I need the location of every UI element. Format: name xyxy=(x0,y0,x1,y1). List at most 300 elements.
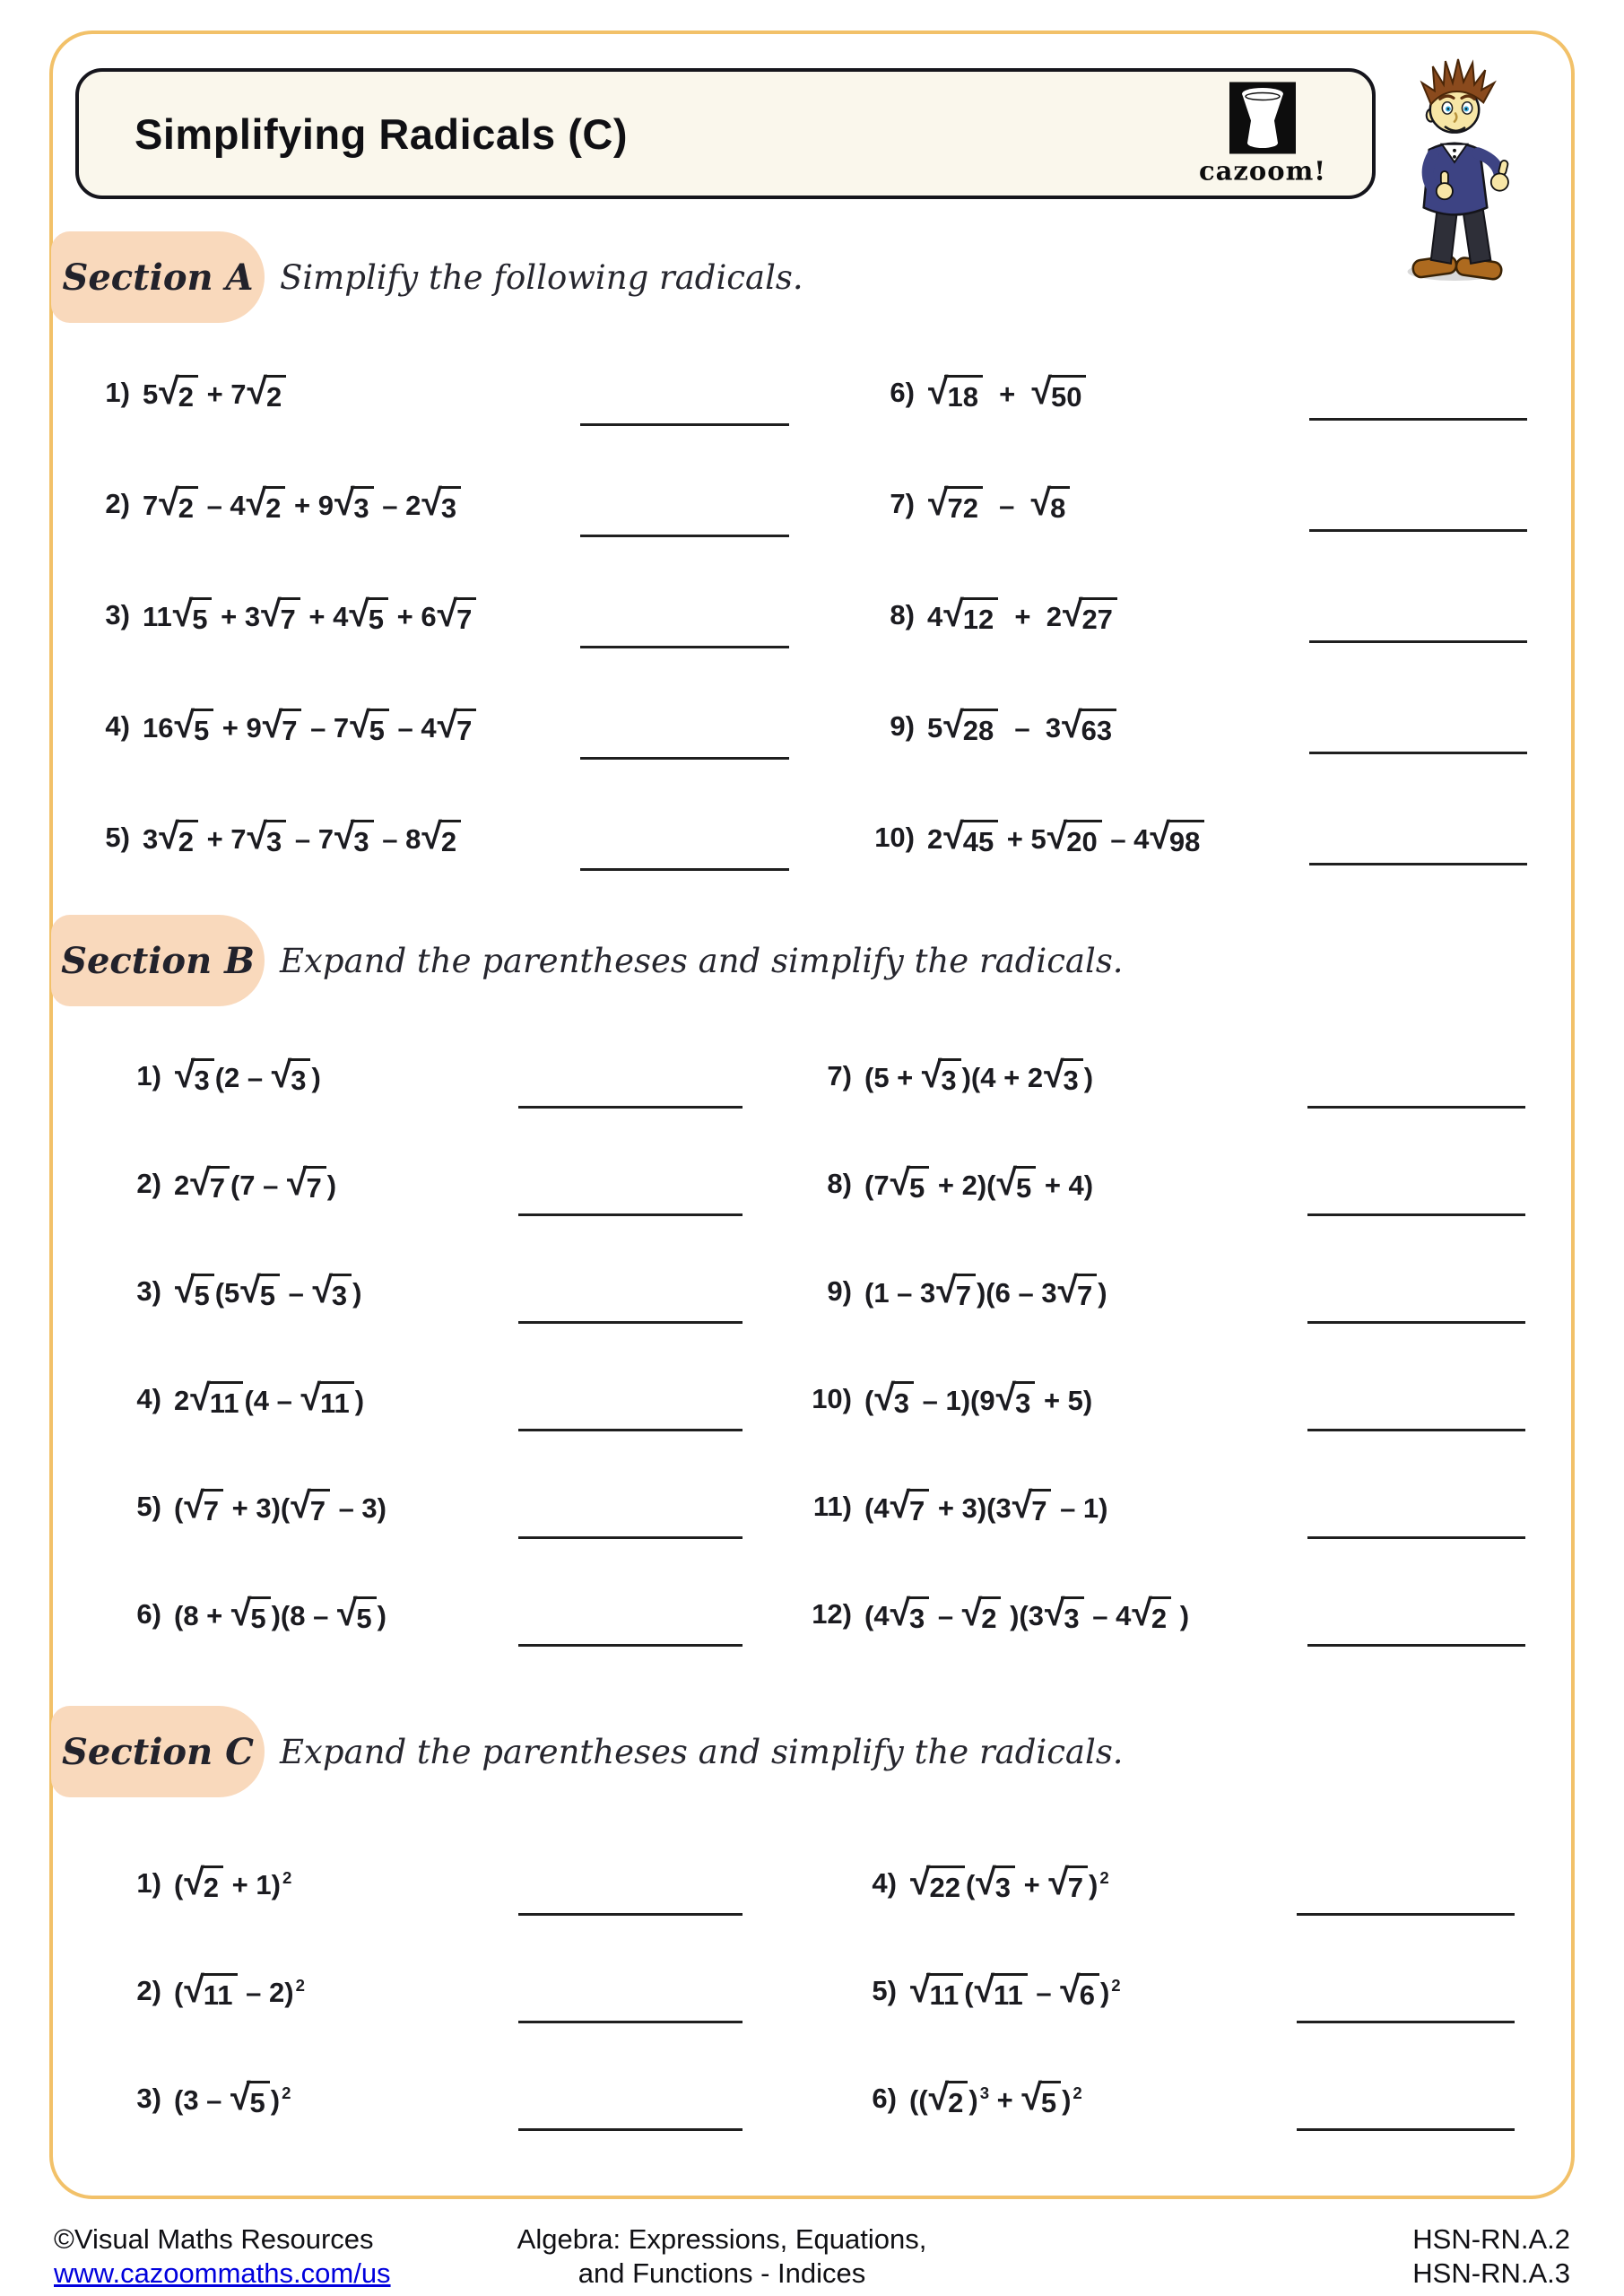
sqrt-radical xyxy=(1132,1592,1171,1634)
radical-sign: √ xyxy=(1046,815,1068,857)
mascot-boy-illustration xyxy=(1397,57,1517,283)
expression-text: + xyxy=(989,2084,1021,2116)
exponent: 2 xyxy=(282,1868,292,1888)
problem-expression xyxy=(864,1161,1094,1204)
problem-row xyxy=(782,1266,1107,1317)
radicand: 45 xyxy=(960,820,998,856)
expression-text: ) xyxy=(1083,1062,1094,1093)
sqrt-radical xyxy=(928,370,983,413)
sqrt-radical xyxy=(1060,1969,1099,2011)
sqrt-radical xyxy=(890,1484,930,1526)
radical-sign: √ xyxy=(246,482,267,523)
radical-sign: √ xyxy=(172,593,194,634)
problem-number: 2) xyxy=(105,488,130,519)
problem-row xyxy=(115,1374,364,1424)
radicand: 2 xyxy=(176,375,198,411)
expression-text: 11 xyxy=(143,601,172,632)
expression-text: ) xyxy=(352,1277,362,1309)
radical-sign: √ xyxy=(175,1054,195,1095)
expression-text: ( xyxy=(965,1869,976,1900)
radical-sign: √ xyxy=(291,1484,311,1526)
radicand: 5 xyxy=(353,1596,376,1632)
radicand: 3 xyxy=(938,1058,960,1094)
radical-sign: √ xyxy=(175,1269,195,1310)
radical-sign: √ xyxy=(184,1861,204,1902)
problem-number: 4) xyxy=(872,1867,897,1899)
radicand: 5 xyxy=(366,597,388,633)
sqrt-radical xyxy=(1150,815,1204,857)
sqrt-radical xyxy=(1044,1592,1084,1634)
problem-row xyxy=(115,1858,291,1909)
radicand: 5 xyxy=(257,1274,280,1309)
radicand: 6 xyxy=(1077,1973,1099,2009)
sqrt-radical xyxy=(230,1592,271,1634)
section-b-instruction: Expand the parentheses and simplify the radicals. xyxy=(280,942,1124,980)
expression-text: + 9 xyxy=(286,490,334,521)
sqrt-radical xyxy=(286,1161,326,1204)
radical-sign: √ xyxy=(240,1269,261,1310)
radical-sign: √ xyxy=(159,815,179,857)
problem-row xyxy=(782,1051,1093,1101)
problem-row xyxy=(782,1482,1107,1532)
answer-line xyxy=(518,1429,743,1431)
radical-sign: √ xyxy=(943,593,964,634)
expression-text: – 4 xyxy=(389,712,437,744)
answer-line xyxy=(518,1213,743,1216)
problem-number: 1) xyxy=(136,1060,161,1091)
problem-expression xyxy=(143,593,477,635)
expression-text: (( xyxy=(909,2084,928,2116)
cazoom-logo xyxy=(1191,82,1334,187)
radical-sign: √ xyxy=(1031,370,1052,412)
radicand: 3 xyxy=(264,820,286,856)
radical-sign: √ xyxy=(350,704,370,745)
radical-sign: √ xyxy=(996,1161,1017,1203)
radicand: 7 xyxy=(953,1274,976,1309)
answer-line xyxy=(1309,640,1527,643)
radicand: 5 xyxy=(1013,1166,1036,1202)
radicand: 3 xyxy=(351,486,373,522)
section-c-instruction: Expand the parentheses and simplify the radicals. xyxy=(280,1733,1124,1771)
radicand: 11 xyxy=(207,1381,244,1417)
radicand: 5 xyxy=(191,1274,213,1309)
radical-sign: √ xyxy=(421,815,442,857)
sqrt-radical xyxy=(890,1161,930,1204)
sqrt-radical xyxy=(910,1969,963,2011)
problem-row xyxy=(115,2074,291,2124)
exponent: 2 xyxy=(282,2083,291,2103)
sqrt-radical xyxy=(437,704,477,746)
problem-number: 7) xyxy=(827,1060,852,1091)
radicand: 5 xyxy=(248,1596,270,1632)
sqrt-radical xyxy=(1062,593,1117,635)
radicand: 12 xyxy=(960,597,998,633)
problem-number: 1) xyxy=(136,1867,161,1899)
copyright-text: ©Visual Maths Resources xyxy=(54,2223,374,2255)
problem-row xyxy=(850,590,1118,640)
problem-expression xyxy=(909,1861,1109,1903)
radical-sign: √ xyxy=(190,1161,211,1203)
expression-text: )(6 – 3 xyxy=(976,1277,1057,1309)
expression-text: + 2)( xyxy=(930,1170,996,1201)
problem-row xyxy=(85,813,462,863)
footer-topic-line1: Algebra: Expressions, Equations, xyxy=(517,2223,927,2255)
expression-text: – 1)(9 xyxy=(915,1385,995,1416)
radicand: 63 xyxy=(1079,709,1116,744)
expression-text: (5 + xyxy=(864,1062,921,1093)
exponent: 2 xyxy=(1073,2083,1082,2103)
expression-text: ) xyxy=(1098,1277,1107,1309)
answer-line xyxy=(1309,529,1527,532)
problem-expression xyxy=(927,593,1118,635)
radicand: 2 xyxy=(1149,1596,1171,1632)
problem-expression xyxy=(143,370,287,413)
radicand: 7 xyxy=(1065,1866,1088,1901)
sqrt-radical xyxy=(247,370,287,413)
radicand: 11 xyxy=(201,1973,238,2009)
expression-text: 4 xyxy=(927,601,943,632)
expression-text: 2 xyxy=(174,1385,190,1416)
radicand: 7 xyxy=(454,709,476,744)
problem-number: 3) xyxy=(136,2083,161,2114)
radical-sign: √ xyxy=(1021,2076,1042,2118)
sqrt-radical xyxy=(437,593,477,635)
problem-row xyxy=(115,1966,305,2016)
radical-sign: √ xyxy=(159,482,179,523)
radicand: 3 xyxy=(1061,1596,1083,1632)
expression-text: ) xyxy=(270,2084,281,2116)
sqrt-radical xyxy=(1057,1269,1098,1311)
problem-number: 8) xyxy=(827,1168,852,1199)
problem-number: 3) xyxy=(105,599,130,631)
section-b-label: Section B xyxy=(61,939,255,982)
expression-text: (3 – xyxy=(174,2084,230,2116)
expression-text: 16 xyxy=(143,712,174,744)
radical-sign: √ xyxy=(437,704,458,745)
footer-topic-line2: and Functions - Indices xyxy=(578,2257,866,2289)
expression-text: + 7 xyxy=(198,378,247,410)
radicand: 7 xyxy=(1074,1274,1097,1309)
exponent: 2 xyxy=(295,1976,305,1996)
radical-sign: √ xyxy=(1150,815,1170,857)
sqrt-radical xyxy=(976,1861,1015,1903)
radicand: 11 xyxy=(926,1973,963,2009)
expression-text: + 9 xyxy=(214,712,262,744)
radicand: 2 xyxy=(439,820,461,856)
problem-expression xyxy=(909,1969,1121,2011)
problem-row xyxy=(782,1159,1093,1209)
radical-sign: √ xyxy=(174,704,195,745)
sqrt-radical xyxy=(184,1484,223,1526)
problem-number: 9) xyxy=(827,1275,852,1307)
problem-expression xyxy=(174,1054,321,1096)
radicand: 27 xyxy=(1079,597,1116,633)
problem-row xyxy=(115,1051,321,1101)
radicand: 11 xyxy=(317,1381,354,1417)
radical-sign: √ xyxy=(943,704,964,745)
problem-expression xyxy=(927,815,1205,857)
expression-text: ( xyxy=(174,1977,184,2008)
answer-line xyxy=(1309,863,1527,865)
answer-line xyxy=(1307,1321,1525,1324)
problem-row xyxy=(115,1589,386,1639)
sqrt-radical xyxy=(943,815,998,857)
radicand: 7 xyxy=(907,1489,929,1525)
problem-expression xyxy=(174,1969,305,2011)
radicand: 7 xyxy=(279,709,301,744)
radical-sign: √ xyxy=(300,1377,321,1418)
radicand: 2 xyxy=(945,2081,968,2117)
sqrt-radical xyxy=(1046,815,1102,857)
problem-row xyxy=(115,1482,386,1532)
expression-text: )(3 xyxy=(1002,1600,1044,1631)
expression-text: 2 xyxy=(174,1170,190,1201)
sqrt-radical xyxy=(996,1161,1037,1204)
radical-sign: √ xyxy=(230,2076,251,2118)
radicand: 7 xyxy=(1029,1489,1051,1525)
radicand: 3 xyxy=(439,486,461,522)
sqrt-radical xyxy=(928,482,983,524)
sqrt-radical xyxy=(336,1592,377,1634)
radical-sign: √ xyxy=(890,1161,911,1203)
expression-text: – 8 xyxy=(374,823,421,855)
radical-sign: √ xyxy=(334,482,355,523)
expression-text: ( xyxy=(174,1869,184,1900)
sqrt-radical xyxy=(291,1484,330,1526)
radical-sign: √ xyxy=(890,1484,911,1526)
answer-line xyxy=(1307,1429,1525,1431)
sqrt-radical xyxy=(175,1054,214,1096)
sqrt-radical xyxy=(421,482,461,524)
radical-sign: √ xyxy=(943,815,964,857)
radical-sign: √ xyxy=(1057,1269,1079,1310)
radical-sign: √ xyxy=(928,482,949,523)
answer-line xyxy=(580,868,789,871)
expression-text: ( xyxy=(174,1492,184,1524)
problem-expression xyxy=(864,1054,1094,1096)
answer-line xyxy=(1307,1213,1525,1216)
radical-sign: √ xyxy=(961,1592,983,1633)
expression-text: – 1) xyxy=(1052,1492,1108,1524)
radicand: 7 xyxy=(303,1166,326,1202)
expression-text: – xyxy=(280,1277,312,1309)
problem-row xyxy=(850,813,1205,863)
problem-row xyxy=(85,479,462,529)
radical-sign: √ xyxy=(247,370,267,412)
radicand: 3 xyxy=(329,1274,352,1309)
section-a-pill xyxy=(51,231,265,323)
sqrt-radical xyxy=(1012,1484,1052,1526)
radical-sign: √ xyxy=(421,482,442,523)
sqrt-radical xyxy=(1030,482,1071,524)
radicand: 2 xyxy=(264,375,286,411)
section-b-pill xyxy=(51,915,265,1006)
problem-expression xyxy=(864,1377,1093,1419)
radicand: 7 xyxy=(201,1489,223,1525)
problem-number: 9) xyxy=(890,710,915,742)
radical-sign: √ xyxy=(184,1484,204,1526)
radicand: 3 xyxy=(191,1058,213,1094)
expression-text: – 4 xyxy=(1102,823,1150,855)
problem-number: 8) xyxy=(890,599,915,631)
expression-text: (7 – xyxy=(230,1170,286,1201)
problem-number: 6) xyxy=(136,1598,161,1630)
expression-text: – 2) xyxy=(238,1977,294,2008)
expression-text: (5 xyxy=(214,1277,240,1309)
radicand: 50 xyxy=(1048,375,1086,411)
problem-expression xyxy=(864,1484,1108,1526)
answer-line xyxy=(518,1106,743,1109)
radical-sign: √ xyxy=(928,2076,950,2118)
expression-text: – 7 xyxy=(287,823,334,855)
expression-text: + 1) xyxy=(224,1869,281,1900)
expression-text: ) xyxy=(311,1062,321,1093)
radical-sign: √ xyxy=(190,1377,211,1418)
radical-sign: √ xyxy=(995,1377,1017,1418)
section-a-instruction: Simplify the following radicals. xyxy=(280,258,803,297)
sqrt-radical xyxy=(1021,2076,1061,2118)
sqrt-radical xyxy=(230,2076,270,2118)
problem-row xyxy=(834,1966,1121,2016)
answer-line xyxy=(518,1536,743,1539)
footer-right xyxy=(1412,2222,1570,2291)
sqrt-radical xyxy=(890,1592,930,1634)
problem-row xyxy=(850,479,1071,529)
expression-text: 2 xyxy=(927,823,943,855)
expression-text: – xyxy=(983,490,1030,521)
expression-text: ) xyxy=(377,1600,386,1631)
radical-sign: √ xyxy=(1044,1054,1064,1095)
expression-text: ) xyxy=(1172,1600,1190,1631)
problem-expression xyxy=(174,1161,337,1204)
problem-number: 1) xyxy=(105,377,130,408)
problem-number: 2) xyxy=(136,1168,161,1199)
sqrt-radical xyxy=(1044,1054,1083,1096)
standard-code-1: HSN-RN.A.2 xyxy=(1412,2223,1570,2255)
radicand: 3 xyxy=(351,820,373,856)
sqrt-radical xyxy=(159,482,198,524)
expression-text: – xyxy=(930,1600,961,1631)
radicand: 98 xyxy=(1167,820,1204,856)
problem-row xyxy=(782,1374,1092,1424)
radical-sign: √ xyxy=(910,1861,931,1902)
radical-sign: √ xyxy=(336,1592,358,1633)
radicand: 5 xyxy=(191,709,213,744)
sqrt-radical xyxy=(928,2076,968,2118)
radical-sign: √ xyxy=(312,1269,333,1310)
radicand: 2 xyxy=(263,486,285,522)
problem-row xyxy=(115,1159,336,1209)
sqrt-radical xyxy=(159,815,198,857)
radicand: 18 xyxy=(944,375,982,411)
expression-text: + xyxy=(983,378,1031,410)
problem-number: 12) xyxy=(812,1598,852,1630)
sqrt-radical xyxy=(300,1377,354,1419)
expression-text: + 3)(3 xyxy=(930,1492,1012,1524)
radicand: 20 xyxy=(1064,820,1101,856)
problem-number: 6) xyxy=(872,2083,897,2114)
expression-text: ( xyxy=(964,1977,974,2008)
problem-number: 5) xyxy=(105,822,130,853)
radical-sign: √ xyxy=(230,1592,252,1633)
radicand: 3 xyxy=(907,1596,929,1632)
radicand: 5 xyxy=(1038,2081,1061,2117)
problem-expression xyxy=(927,704,1117,746)
radicand: 2 xyxy=(176,820,198,856)
problem-row xyxy=(85,701,477,752)
expression-text: 5 xyxy=(143,378,159,410)
expression-text: – 4 xyxy=(198,490,246,521)
expression-text: ) xyxy=(1099,1977,1110,2008)
expression-text: – 2 xyxy=(374,490,421,521)
problem-number: 5) xyxy=(872,1975,897,2006)
sqrt-radical xyxy=(175,1269,214,1311)
exponent: 3 xyxy=(979,2083,990,2103)
problem-expression xyxy=(174,1377,365,1419)
title-box xyxy=(75,68,1376,199)
problem-expression xyxy=(909,2076,1082,2118)
radical-sign: √ xyxy=(1030,482,1052,523)
sqrt-radical xyxy=(190,1161,230,1204)
answer-line xyxy=(1307,1106,1525,1109)
expression-text: + 2 xyxy=(999,601,1062,632)
expression-text: ) xyxy=(968,2084,978,2116)
radicand: 3 xyxy=(288,1058,310,1094)
expression-text: (2 – xyxy=(214,1062,271,1093)
problem-expression xyxy=(174,1861,292,1903)
radicand: 5 xyxy=(189,597,212,633)
radical-sign: √ xyxy=(271,1054,292,1095)
expression-text: ) xyxy=(1089,1869,1099,1900)
expression-text: ) xyxy=(1062,2084,1072,2116)
radicand: 11 xyxy=(991,1973,1028,2009)
radical-sign: √ xyxy=(1062,704,1082,745)
answer-line xyxy=(1297,2021,1515,2023)
expression-text: + 3)( xyxy=(224,1492,291,1524)
problem-expression xyxy=(864,1269,1107,1311)
problem-expression xyxy=(143,704,477,746)
radical-sign: √ xyxy=(921,1054,942,1095)
expression-text: – 4 xyxy=(1084,1600,1132,1631)
answer-line xyxy=(1297,2128,1515,2131)
expression-text: – 3) xyxy=(330,1492,386,1524)
problem-number: 4) xyxy=(105,710,130,742)
problem-number: 10) xyxy=(874,822,915,853)
section-a-label: Section A xyxy=(62,256,254,299)
answer-line xyxy=(1309,418,1527,421)
expression-text: (4 xyxy=(864,1600,890,1631)
expression-text: ) xyxy=(354,1385,365,1416)
sqrt-radical xyxy=(247,815,287,857)
problem-number: 7) xyxy=(890,488,915,519)
radicand: 7 xyxy=(308,1489,330,1525)
expression-text: )(8 – xyxy=(271,1600,336,1631)
radical-sign: √ xyxy=(261,593,282,634)
sqrt-radical xyxy=(190,1377,243,1419)
djembe-drum-icon xyxy=(1229,82,1297,155)
answer-line xyxy=(518,1644,743,1647)
sqrt-radical xyxy=(1048,1861,1088,1903)
problem-row xyxy=(782,1589,1189,1639)
problem-expression xyxy=(174,1484,386,1526)
expression-text: (8 + xyxy=(174,1600,230,1631)
website-link[interactable]: www.cazoommaths.com/us xyxy=(54,2257,391,2289)
radical-sign: √ xyxy=(1060,1969,1081,2010)
expression-text: + 5) xyxy=(1036,1385,1093,1416)
sqrt-radical xyxy=(262,704,302,746)
radicand: 2 xyxy=(978,1596,1001,1632)
radicand: 5 xyxy=(907,1166,929,1202)
